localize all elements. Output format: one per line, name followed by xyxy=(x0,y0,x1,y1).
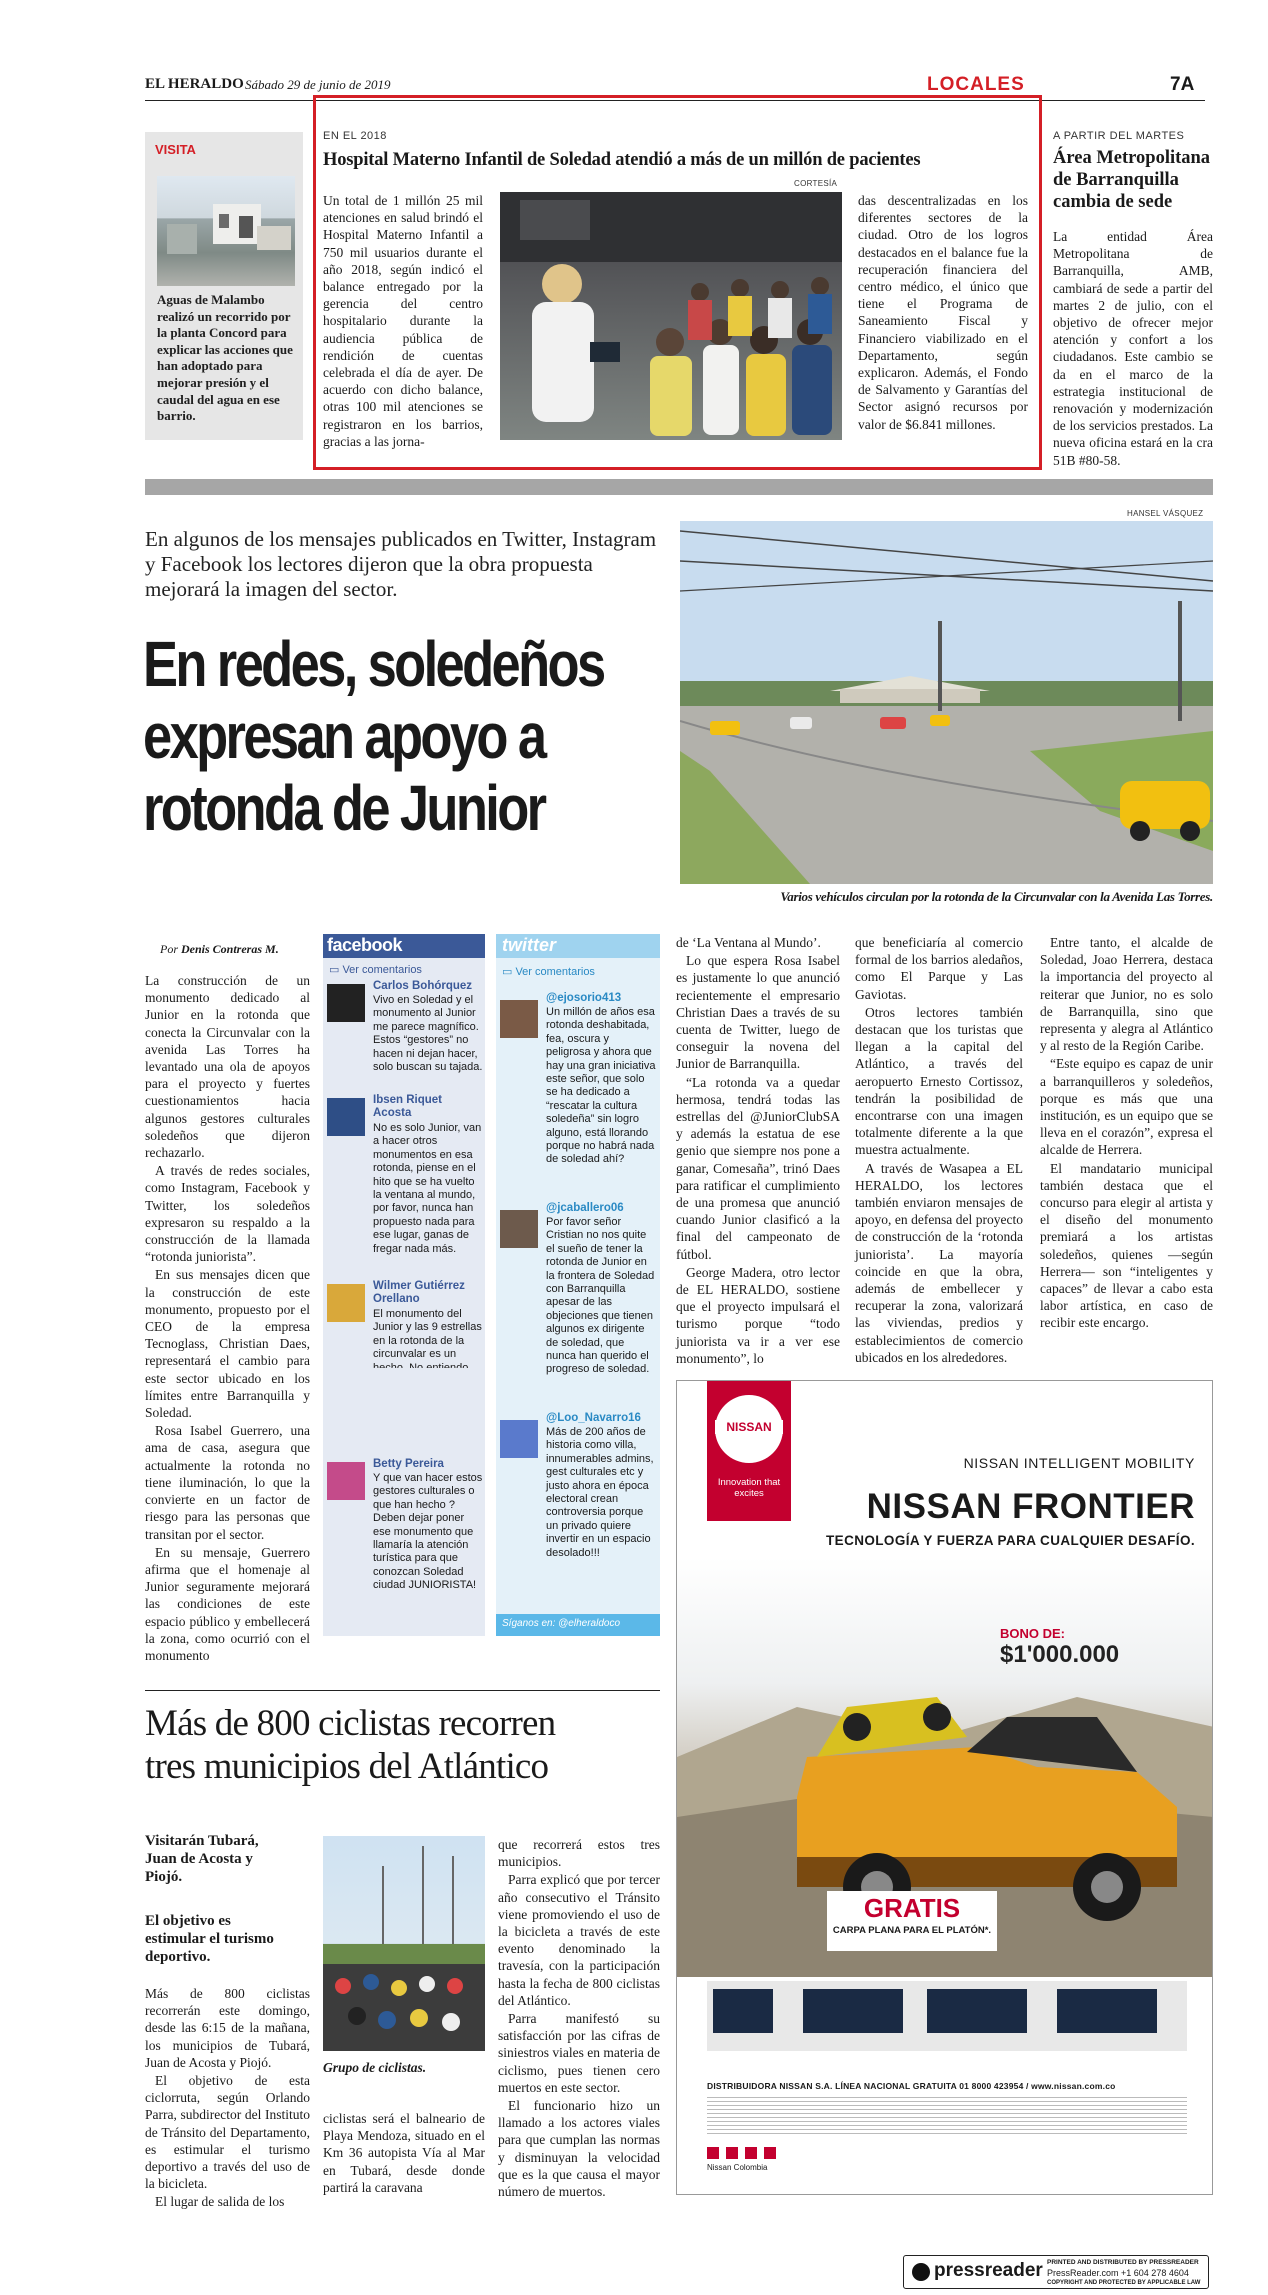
comment-text: Un millón de años esa rotonda deshabitada, fea, oscura y peligrosa y ahora que hay una gran iniciativa este señor, que solo se ha dedicado a “rescatar la cultura soledeña” sin logro alguno, está llorando porque no habrá nada de soledad ahí? xyxy=(546,1006,656,1166)
facebook-ver-comentarios[interactable]: ▭ Ver comentarios xyxy=(329,964,422,976)
hospital-photo-credit: CORTESÍA xyxy=(794,179,838,188)
paragraph: El objetivo de esta ciclorruta, según Orlando Parra, subdirector del Instituto de Tránsito del Departamento, es estimular el turismo deportivo a través del uso de la bicicleta. xyxy=(145,2073,310,2192)
rotonda-headline xyxy=(143,628,683,844)
rotonda-deck: En algunos de los mensajes publicados en Twitter, Instagram y Facebook los lectores dijeron que la obra propuesta mejorará la imagen del sector. xyxy=(145,527,657,601)
avatar xyxy=(327,984,365,1022)
ciclistas-col2: ciclistas será el balneario de Playa Mendoza, situado en el Km 36 autopista Vía al Mar en Tubará, desde donde partirá la caravana xyxy=(323,2111,485,2195)
nissan-features-strip xyxy=(707,1981,1187,2051)
paper-name: EL HERALDO xyxy=(145,76,244,92)
paragraph: El funcionario hizo un llamado a los actores viales para que cumplan las normas y disminuyan la velocidad que es la que causa el mayor número de muertos. xyxy=(498,2098,660,2200)
twitter-header xyxy=(496,934,660,958)
nissan-bono-label: BONO DE: xyxy=(1000,1626,1065,1641)
plant-building-icon xyxy=(157,176,295,286)
nissan-colombia: Nissan Colombia xyxy=(707,2163,768,2172)
commenter-name: @ejosorio413 xyxy=(546,992,622,1004)
nissan-gratis: GRATIS xyxy=(863,1893,961,1923)
commenter-name: @Loo_Navarro16 xyxy=(546,1412,641,1424)
ciclistas-sub2: El objetivo es estimular el turismo deportivo. xyxy=(145,1913,274,1965)
paragraph: “La rotonda va a quedar hermosa, tendrá todas las estrellas del @JuniorClubSA y además la estatua de ese genio que siempre nos pone a ganar, Comesaña”, trinó Daes para ratificar el cumplimiento de una promesa que anunció cuando Junior clasificó a la final del campeonato de fútbol. xyxy=(676,1074,840,1262)
area-kicker: A PARTIR DEL MARTES xyxy=(1053,130,1185,142)
pressreader-line2: PressReader.com +1 604 278 4604 xyxy=(1047,2268,1189,2278)
rotonda-photo-caption: Varios vehículos circulan por la rotonda de la Circunvalar con la Avenida Las Torres. xyxy=(780,889,1213,904)
feature-thumbnail xyxy=(803,1989,903,2033)
pressreader-logo-icon xyxy=(912,2263,930,2281)
ciclistas-photo xyxy=(323,1836,485,2051)
hospital-col2: das descentralizadas en los diferentes sectores de la ciudad. Otro de los logros destacados en el balance fue la recuperación financiera del centro médico, el único que tiene el Programa de Saneamiento Fiscal y Financiero viabilizado en el Departamento, según explicaron. Además, el Fondo de Salvamento y Garantías del Sector asignó recursos por valor de $6.841 millones. xyxy=(858,193,1028,432)
byline xyxy=(160,942,279,957)
twitter-logo: twitter xyxy=(502,935,556,955)
nissan-mobility: NISSAN INTELLIGENT MOBILITY xyxy=(963,1455,1195,1471)
ciclistas-photo-caption: Grupo de ciclistas. xyxy=(323,2060,427,2075)
section-name: LOCALES xyxy=(927,74,1025,95)
twitter-box xyxy=(496,934,660,1636)
paragraph: de ‘La Ventana al Mundo’. xyxy=(676,935,821,950)
feature-thumbnail xyxy=(927,1989,1027,2033)
twitter-ver-comentarios[interactable]: ▭ Ver comentarios xyxy=(502,966,595,978)
ciclistas-headline-line-2: tres municipios del Atlántico xyxy=(145,1746,549,1787)
hospital-col1: Un total de 1 millón 25 mil atenciones en salud brindó el Hospital Materno Infantil a 750 mil usuarios durante el año 2018, según indicó el balance entregado por la gerencia del centro hospitalario durante la audiencia pública de rendición de cuentas celebrada el día de ayer. De acuerdo con dicho balance, otras 100 mil atenciones se registraron en los barrios, gracias a las jorna- xyxy=(323,193,483,449)
paragraph: A través de redes sociales, como Instagram, Facebook y Twitter, los soledeños expresaron su respaldo a la construcción de la llamada “rotonda juniorista”. xyxy=(145,1163,310,1265)
nissan-tagline: Innovation that excites xyxy=(717,1477,781,1499)
rotonda-headline-line-1: En redes, soledeños xyxy=(143,628,604,700)
avatar xyxy=(500,1210,538,1248)
ciclistas-rule xyxy=(145,1690,660,1691)
visita-photo xyxy=(157,176,295,286)
commenter-name: Ibsen Riquet Acosta xyxy=(373,1094,443,1119)
paragraph: Parra manifestó su satisfacción por las cifras de siniestros viales en materia de ciclismo, pues tienen cero muertos en este sector. xyxy=(498,2011,660,2095)
facebook-box xyxy=(323,934,485,1368)
nissan-gratis-sub: CARPA PLANA PARA EL PLATÓN*. xyxy=(832,1925,992,1936)
youtube-icon[interactable] xyxy=(764,2147,776,2159)
avatar xyxy=(327,1462,365,1500)
commenter-name: Betty Pereira xyxy=(373,1458,444,1470)
paragraph: Otros lectores también destacan que los turistas que llegan a la capital del Atlántico, a través del aeropuerto Ernesto Cortissoz, tendrán la posibilidad de encontrarse con una imagen totalmente diferente a la que muestra actualmente. xyxy=(855,1004,1023,1158)
facebook-header xyxy=(323,934,485,958)
social-icons xyxy=(707,2146,776,2164)
comment-icon: ▭ xyxy=(502,966,516,978)
issue-date: Sábado 29 de junio de 2019 xyxy=(245,77,391,92)
avatar xyxy=(327,1284,365,1322)
paragraph: El mandatario municipal también destaca que el concurso para elegir al artista y el diseño del monumento premiará a los artistas soledeños, quienes —según Herrera— son “inteligentes y capaces” de llevar a cabo esta labor artística, en caso de recibir este encargo. xyxy=(1040,1160,1213,1331)
facebook-box-lower xyxy=(323,1368,485,1636)
instagram-icon[interactable] xyxy=(745,2147,757,2159)
pressreader-badge[interactable] xyxy=(903,2255,1209,2289)
twitter-follow[interactable]: Síganos en: @elheraldoco xyxy=(502,1618,621,1629)
section-divider-bar xyxy=(145,479,1213,495)
audience-photo-icon xyxy=(500,192,842,440)
visita-caption: Aguas de Malambo realizó un recorrido por la planta Concord para explicar las acciones que han adoptado para mejorar presión y el caudal del agua en ese barrio. xyxy=(157,292,293,424)
feature-thumbnail xyxy=(1057,1989,1157,2033)
area-body: La entidad Área Metropolitana de Barranquilla, AMB, cambiará de sede a partir del martes 2 de julio, con el objetivo de ofrecer mejor atención y confort a los ciudadanos. Este cambio se da en el marco de la estrategia institucional de renovación y modernización de los servicios prestados. La nueva oficina estará en la cra 51B #80-58. xyxy=(1053,229,1213,468)
roundabout-photo-icon xyxy=(680,521,1213,884)
facebook-logo: facebook xyxy=(327,935,403,955)
hospital-kicker: EN EL 2018 xyxy=(323,130,387,142)
paragraph: Entre tanto, el alcalde de Soledad, Joao Herrera, destaca la importancia del proyecto al reiterar que Junior, no es solo de Barranquilla, sino que representa y alegra al Atlántico y al resto de la Región Caribe. xyxy=(1040,935,1213,1054)
ciclistas-col3 xyxy=(498,1836,660,2201)
rotonda-headline-line-3: rotonda de Junior xyxy=(143,772,545,844)
paragraph: En su mensaje, Guerrero afirma que el homenaje al Junior seguramente mejorará las condiciones de este espacio público y embellecerá la zona, como ocurrió con el monumento xyxy=(145,1544,310,1663)
comment-text: Y que van hacer estos gestores culturales o que han hecho ? Deben dejar poner ese monumento que llamaría la atención turística para que conozcan Soledad ciudad JUNIORISTA! xyxy=(373,1472,483,1592)
paragraph: Lo que espera Rosa Isabel es justamente lo que anunció recientemente el empresario Christian Daes a través de su cuenta de Twitter, luego de conseguir la novena del Junior de Barranquilla. xyxy=(676,953,840,1072)
ciclistas-headline-line-1: Más de 800 ciclistas recorren xyxy=(145,1703,556,1744)
comment-text: Por favor señor Cristian no nos quite el sueño de tener la rotonda de Junior en la frontera de Soledad con Barranquilla apesar de las objeciones que tienen algunos ex dirigente de soledad, que nunca han querido el progreso de soledad. xyxy=(546,1216,655,1376)
pressreader-logo: pressreader xyxy=(934,2260,1043,2281)
rotonda-col4 xyxy=(676,934,840,1368)
page-number: 7A xyxy=(1170,74,1195,95)
paragraph: El lugar de salida de los xyxy=(155,2194,285,2210)
nissan-distributor: DISTRIBUIDORA NISSAN S.A. LÍNEA NACIONAL GRATUITA 01 8000 423954 / www.nissan.com.co xyxy=(707,2081,1116,2091)
nissan-bono-value: $1'000.000 xyxy=(1000,1641,1120,1668)
comment-text: Más de 200 años de historia como villa, innumerables admins, gest culturales etc y justo ahora en época electoral crean controversia porque un privado quiere invertir en un espacio desolado!!! xyxy=(546,1426,654,1559)
comment-text: No es solo Junior, van a hacer otros monumentos en esa rotonda, piense en el hito que se ha vuelto la ventana al mundo, por favor, nunca han propuesto nada para ese lugar, ganas de fregar nada más. xyxy=(373,1122,482,1255)
byline-prefix: Por xyxy=(160,942,178,956)
paragraph: “Este equipo es capaz de unir a barranquilleros y soledeños, porque es más que una institución, es un equipo que se lleva en el corazón”, expresa el alcalde de Herrera. xyxy=(1040,1056,1213,1158)
ciclistas-sub1: Visitarán Tubará, Juan de Acosta y Piojó. xyxy=(145,1833,259,1885)
visita-box xyxy=(145,132,303,440)
commenter-name: Wilmer Gutiérrez Orellano xyxy=(373,1280,465,1305)
rotonda-headline-line-2: expresan apoyo a xyxy=(143,700,545,772)
nissan-gratis-badge xyxy=(827,1891,997,1951)
area-headline: Área Metropolitana de Barranquilla cambia de sede xyxy=(1053,148,1211,212)
rotonda-col1 xyxy=(145,972,310,1665)
paragraph: que recorrerá estos tres municipios. xyxy=(498,1837,660,1870)
feature-thumbnail xyxy=(713,1989,773,2033)
commenter-name: @jcaballero06 xyxy=(546,1202,624,1214)
rotonda-photo xyxy=(680,521,1213,884)
hospital-headline: Hospital Materno Infantil de Soledad atendió a más de un millón de pacientes xyxy=(323,150,921,170)
ciclistas-col1 xyxy=(145,1985,310,2212)
nissan-ad[interactable] xyxy=(676,1380,1213,2195)
rotonda-photo-credit: HANSEL VÁSQUEZ xyxy=(1127,509,1204,518)
visita-label: VISITA xyxy=(155,142,196,157)
area-article xyxy=(1053,130,1213,468)
avatar xyxy=(327,1098,365,1136)
paragraph: En sus mensajes dicen que la construcción de este monumento, propuesto por el CEO de la empresa Tecnoglass, Christian Daes, representará el cambio para este sector ubicado en los límites entre Barranquilla y Soledad. xyxy=(145,1267,310,1421)
paragraph: Parra explicó que por tercer año consecutivo el Tránsito viene promoviendo el uso de la bicicleta a través de este evento denominado la travesía, con la participación hasta la fecha de 800 ciclistas del Atlántico. xyxy=(498,1872,660,2008)
paragraph: que beneficiaría al comercio formal de los barrios aledaños, como El Parque y Las Gaviotas. xyxy=(855,935,1023,1002)
hospital-article xyxy=(323,130,1038,460)
avatar xyxy=(500,1420,538,1458)
pressreader-line3: COPYRIGHT AND PROTECTED BY APPLICABLE LAW xyxy=(1047,2280,1201,2286)
comment-text: Vivo en Soledad y el monumento al Junior me parece magnífico. Estos “gestores” no hacen ni dejan hacer, solo buscan su tajada. xyxy=(373,994,483,1074)
hospital-photo xyxy=(500,192,842,440)
nissan-logo-text: NISSAN xyxy=(715,1420,783,1434)
comment-icon: ▭ xyxy=(329,964,343,976)
byline-author: Denis Contreras M. xyxy=(181,942,279,956)
paragraph: Más de 800 ciclistas recorrerán este domingo, desde las 6:15 de la mañana, los municipios de Tubará, Juan de Acosta y Piojó. xyxy=(145,1986,310,2070)
ciclistas-headline xyxy=(145,1702,665,1788)
comment-text: El monumento del Junior y las 9 estrellas en la rotonda de la circunvalar es un xyxy=(373,1308,482,1361)
nissan-fine-print xyxy=(707,2097,1187,2137)
paragraph: La construcción de un monumento dedicado al Junior en la rotonda que conecta la Circunvalar con la avenida Las Torres ha levantado una ola de apoyos para el proyecto y fuertes cuestionamientos hacia algunos gestores culturales soledeños que dijeron rechazarlo. xyxy=(145,973,310,1161)
avatar xyxy=(500,1000,538,1038)
paragraph: A través de Wasapea a EL HERALDO, los lectores también enviaron mensajes de apoyo, en defensa del proyecto de construcción de la ‘rotonda juniorista’. La mayoría coincide en que la obra, además de embellecer y recuperar la zona, valorizará las viviendas, predios y establecimientos de comercio ubicados en los alrededores. xyxy=(855,1160,1023,1365)
pressreader-line1: PRINTED AND DISTRIBUTED BY PRESSREADER xyxy=(1047,2259,1199,2266)
paragraph: George Madera, otro lector de EL HERALDO, sostiene que el proyecto impulsará el turismo porque “todo juniorista va ir a ver ese monumento”, lo xyxy=(676,1264,840,1366)
twitter-icon[interactable] xyxy=(726,2147,738,2159)
commenter-name: Carlos Bohórquez xyxy=(373,980,473,992)
facebook-icon[interactable] xyxy=(707,2147,719,2159)
nissan-model: NISSAN FRONTIER xyxy=(866,1487,1195,1526)
rotonda-col5 xyxy=(855,934,1023,1367)
rotonda-col6 xyxy=(1040,934,1213,1333)
paragraph: Rosa Isabel Guerrero, una ama de casa, asegura que actualmente la rotonda no tiene iluminación, lo que la convierte en un factor de riesgo para las personas que transitan por el sector. xyxy=(145,1423,310,1542)
nissan-slogan: TECNOLOGÍA Y FUERZA PARA CUALQUIER DESAFÍO. xyxy=(826,1533,1195,1548)
twitter-footer xyxy=(496,1614,660,1636)
cyclists-photo-icon xyxy=(323,1836,485,2051)
